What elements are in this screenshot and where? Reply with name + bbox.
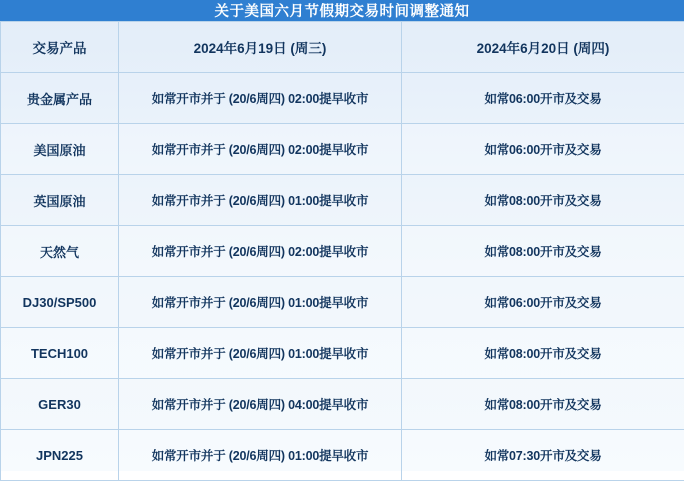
column-header-day2: 2024年6月20日 (周四) <box>402 22 684 73</box>
table-row <box>1 124 684 175</box>
cell-day2: 如常07:30开市及交易 <box>402 430 684 481</box>
cell-day2: 如常06:00开市及交易 <box>402 277 684 328</box>
cell-product: 贵金属产品 <box>1 73 119 124</box>
table-header <box>1 22 684 73</box>
page-title: 关于美国六月节假期交易时间调整通知 <box>215 0 470 21</box>
cell-day1: 如常开市并于 (20/6周四) 01:00提早收市 <box>119 430 402 481</box>
cell-day1: 如常开市并于 (20/6周四) 04:00提早收市 <box>119 379 402 430</box>
table-row <box>1 277 684 328</box>
cell-day2: 如常06:00开市及交易 <box>402 73 684 124</box>
column-header-product: 交易产品 <box>1 22 119 73</box>
cell-day1: 如常开市并于 (20/6周四) 01:00提早收市 <box>119 175 402 226</box>
table-header-row <box>1 22 684 73</box>
table-row <box>1 328 684 379</box>
cell-day2: 如常08:00开市及交易 <box>402 328 684 379</box>
cell-day1: 如常开市并于 (20/6周四) 01:00提早收市 <box>119 277 402 328</box>
cell-product: JPN225 <box>1 430 119 481</box>
cell-day1: 如常开市并于 (20/6周四) 01:00提早收市 <box>119 328 402 379</box>
table-row <box>1 175 684 226</box>
cell-product: DJ30/SP500 <box>1 277 119 328</box>
cell-day1: 如常开市并于 (20/6周四) 02:00提早收市 <box>119 226 402 277</box>
notice-title-bar <box>0 0 684 21</box>
cell-product: 英国原油 <box>1 175 119 226</box>
column-header-day1: 2024年6月19日 (周三) <box>119 22 402 73</box>
cell-product: GER30 <box>1 379 119 430</box>
table-row <box>1 430 684 481</box>
cell-day2: 如常06:00开市及交易 <box>402 124 684 175</box>
cell-day1: 如常开市并于 (20/6周四) 02:00提早收市 <box>119 73 402 124</box>
trading-hours-table <box>0 21 684 481</box>
cell-product: 天然气 <box>1 226 119 277</box>
cell-day2: 如常08:00开市及交易 <box>402 175 684 226</box>
cell-product: TECH100 <box>1 328 119 379</box>
cell-day2: 如常08:00开市及交易 <box>402 226 684 277</box>
cell-day2: 如常08:00开市及交易 <box>402 379 684 430</box>
table-row <box>1 379 684 430</box>
cell-day1: 如常开市并于 (20/6周四) 02:00提早收市 <box>119 124 402 175</box>
cell-product: 美国原油 <box>1 124 119 175</box>
table-row <box>1 226 684 277</box>
table-body <box>1 73 684 481</box>
table-row <box>1 73 684 124</box>
